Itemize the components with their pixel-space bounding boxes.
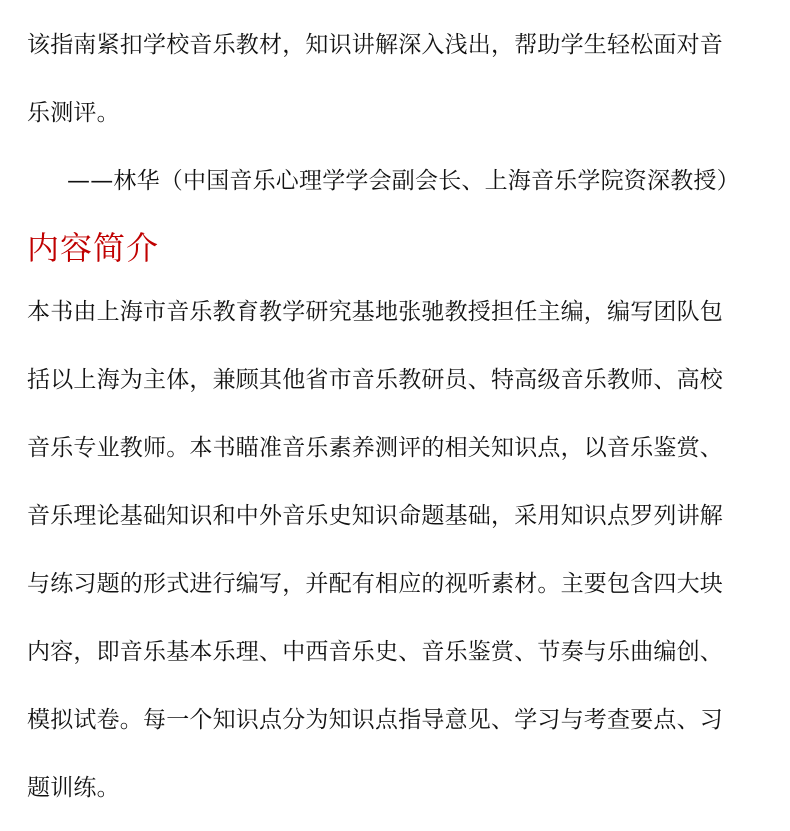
intro-line: 音乐专业教师。本书瞄准音乐素养测评的相关知识点，以音乐鉴赏、 <box>27 435 723 461</box>
intro-line: 与练习题的形式进行编写，并配有相应的视听素材。主要包含四大块 <box>27 571 723 597</box>
quote-line: 该指南紧扣学校音乐教材，知识讲解深入浅出，帮助学生轻松面对音 <box>27 32 723 58</box>
quote-line: 乐测评。 <box>27 100 120 126</box>
document-page <box>27 0 772 822</box>
intro-line: 题训练。 <box>27 775 120 801</box>
intro-line: 内容，即音乐基本乐理、中西音乐史、音乐鉴赏、节奏与乐曲编创、 <box>27 639 723 665</box>
intro-line: 模拟试卷。每一个知识点分为知识点指导意见、学习与考查要点、习 <box>27 707 723 733</box>
intro-paragraph <box>27 278 772 822</box>
intro-line: 音乐理论基础知识和中外音乐史知识命题基础，采用知识点罗列讲解 <box>27 503 723 529</box>
quote-attribution: ——林华（中国音乐心理学学会副会长、上海音乐学院资深教授） <box>67 168 740 194</box>
intro-line: 本书由上海市音乐教育教学研究基地张驰教授担任主编，编写团队包 <box>27 299 723 325</box>
section-heading: 内容简介 <box>27 229 160 267</box>
intro-line: 括以上海为主体，兼顾其他省市音乐教研员、特高级音乐教师、高校 <box>27 367 723 393</box>
quote-block <box>27 11 772 215</box>
